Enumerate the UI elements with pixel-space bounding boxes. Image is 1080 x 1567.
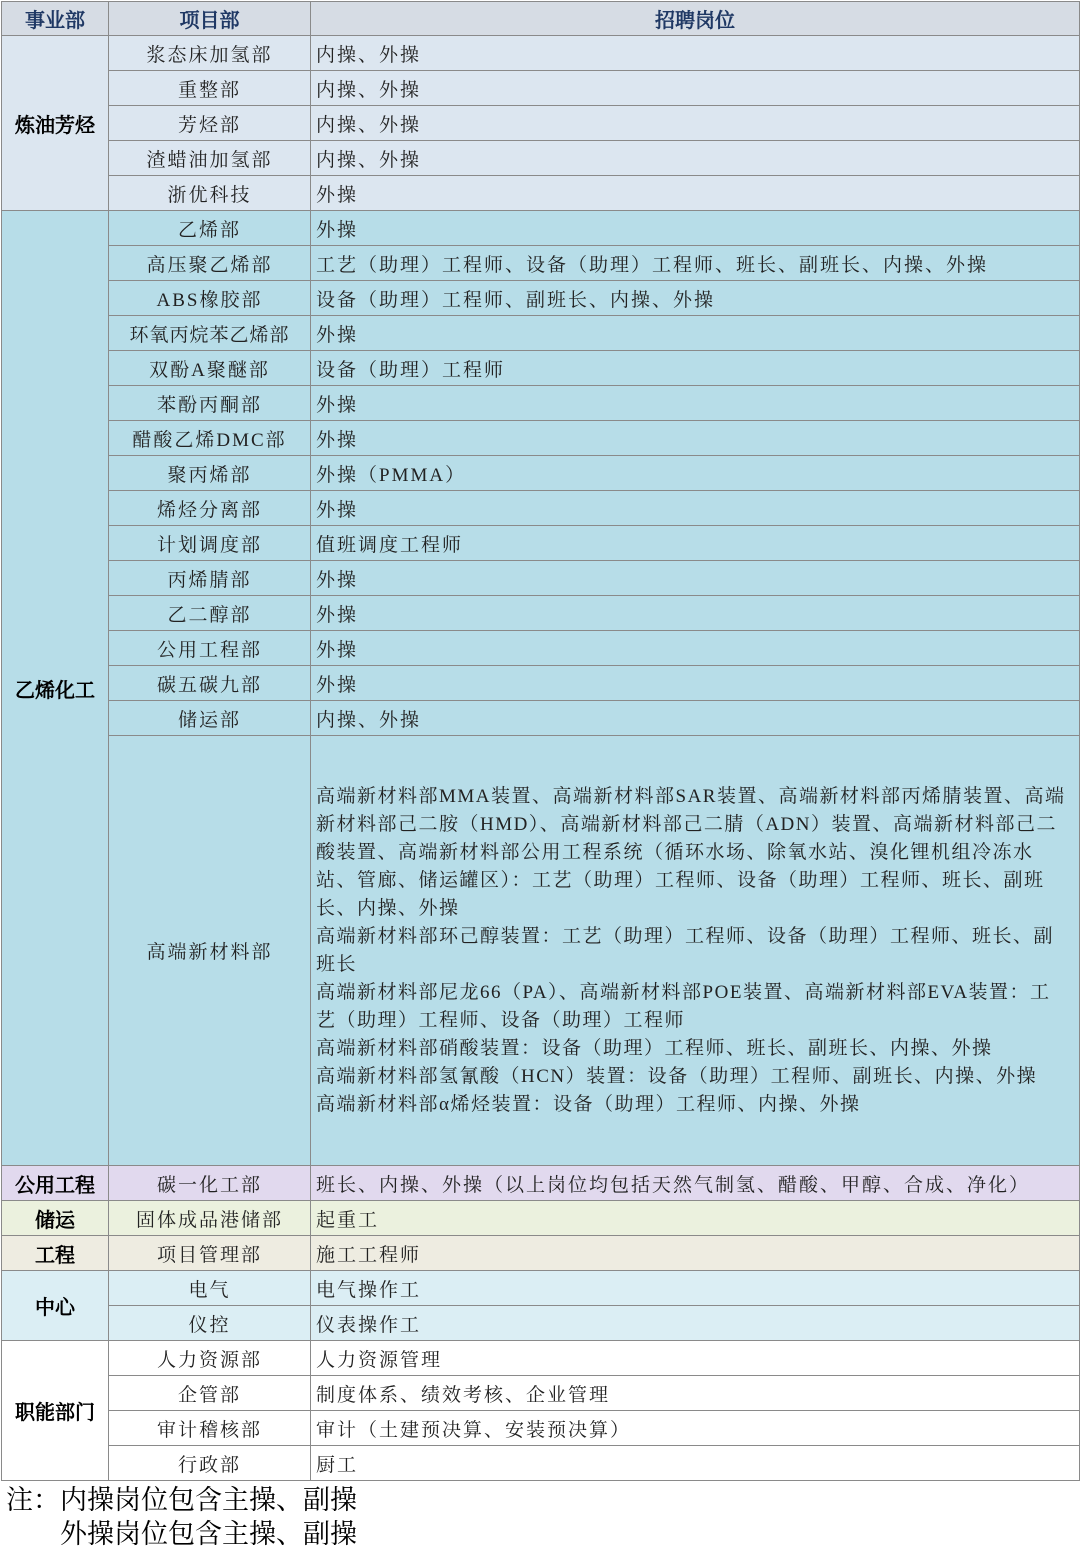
table-row	[2, 421, 1080, 456]
project-cell: 重整部	[109, 71, 311, 106]
business-unit-gongcheng: 工程	[2, 1236, 109, 1271]
positions-line: 高端新材料部氢氰酸（HCN）装置：设备（助理）工程师、副班长、内操、外操	[316, 1065, 1038, 1087]
table-row	[2, 106, 1080, 141]
positions-cell: 制度体系、绩效考核、企业管理	[311, 1376, 1080, 1411]
positions-line: 高端新材料部硝酸装置：设备（助理）工程师、班长、副班长、内操、外操	[316, 1037, 993, 1059]
positions-cell: 外操	[311, 316, 1080, 351]
table-row	[2, 666, 1080, 701]
table-row	[2, 1271, 1080, 1306]
table-row	[2, 1376, 1080, 1411]
positions-cell: 外操（PMMA）	[311, 456, 1080, 491]
project-cell: 储运部	[109, 701, 311, 736]
project-cell: 行政部	[109, 1446, 311, 1481]
project-cell: 烯烃分离部	[109, 491, 311, 526]
project-cell: 碳一化工部	[109, 1166, 311, 1201]
footnote-line-2-wrap	[6, 1517, 1080, 1551]
project-cell: 浙优科技	[109, 176, 311, 211]
positions-cell: 设备（助理）工程师	[311, 351, 1080, 386]
positions-cell: 电气操作工	[311, 1271, 1080, 1306]
business-unit-zhineng: 职能部门	[2, 1341, 109, 1481]
positions-cell: 内操、外操	[311, 106, 1080, 141]
table-row	[2, 1411, 1080, 1446]
project-cell: 企管部	[109, 1376, 311, 1411]
table-row	[2, 1166, 1080, 1201]
project-cell: 高压聚乙烯部	[109, 246, 311, 281]
project-cell: 乙二醇部	[109, 596, 311, 631]
table-row	[2, 281, 1080, 316]
project-cell: ABS橡胶部	[109, 281, 311, 316]
table-row	[2, 386, 1080, 421]
project-cell: 芳烃部	[109, 106, 311, 141]
positions-cell: 外操	[311, 631, 1080, 666]
project-cell: 高端新材料部	[109, 736, 311, 1166]
table-row	[2, 351, 1080, 386]
table-row	[2, 36, 1080, 71]
business-unit-gongyong: 公用工程	[2, 1166, 109, 1201]
positions-cell: 外操	[311, 491, 1080, 526]
footnote-line-2: 外操岗位包含主操、副操	[60, 1519, 357, 1549]
positions-cell: 起重工	[311, 1201, 1080, 1236]
positions-cell: 内操、外操	[311, 71, 1080, 106]
positions-cell: 内操、外操	[311, 701, 1080, 736]
table-row	[2, 1236, 1080, 1271]
project-cell: 电气	[109, 1271, 311, 1306]
positions-cell: 外操	[311, 666, 1080, 701]
table-row	[2, 1446, 1080, 1481]
positions-cell: 值班调度工程师	[311, 526, 1080, 561]
project-cell: 苯酚丙酮部	[109, 386, 311, 421]
positions-cell: 班长、内操、外操（以上岗位均包括天然气制氢、醋酸、甲醇、合成、净化）	[311, 1166, 1080, 1201]
table-row	[2, 211, 1080, 246]
positions-cell-multiline	[311, 736, 1080, 1166]
positions-cell: 设备（助理）工程师、副班长、内操、外操	[311, 281, 1080, 316]
footnote-line-1: 注：内操岗位包含主操、副操	[6, 1485, 357, 1515]
positions-line: 高端新材料部尼龙66（PA）、高端新材料部POE装置、高端新材料部EVA装置：工艺（助理）工程师、设备（助理）工程师	[316, 981, 1051, 1031]
table-row	[2, 561, 1080, 596]
positions-cell: 外操	[311, 561, 1080, 596]
positions-cell: 施工工程师	[311, 1236, 1080, 1271]
positions-cell: 仪表操作工	[311, 1306, 1080, 1341]
footnote	[6, 1483, 1080, 1551]
table-row	[2, 71, 1080, 106]
project-cell: 醋酸乙烯DMC部	[109, 421, 311, 456]
project-cell: 人力资源部	[109, 1341, 311, 1376]
table-row	[2, 456, 1080, 491]
business-unit-zhongxin: 中心	[2, 1271, 109, 1341]
table-row	[2, 526, 1080, 561]
positions-cell: 内操、外操	[311, 36, 1080, 71]
project-cell: 乙烯部	[109, 211, 311, 246]
table-row	[2, 736, 1080, 1166]
table-row	[2, 701, 1080, 736]
table-header-row	[2, 2, 1080, 36]
header-positions: 招聘岗位	[311, 2, 1080, 36]
table-row	[2, 1306, 1080, 1341]
project-cell: 碳五碳九部	[109, 666, 311, 701]
positions-cell: 厨工	[311, 1446, 1080, 1481]
table-row	[2, 246, 1080, 281]
project-cell: 丙烯腈部	[109, 561, 311, 596]
project-cell: 浆态床加氢部	[109, 36, 311, 71]
project-cell: 渣蜡油加氢部	[109, 141, 311, 176]
table-row	[2, 596, 1080, 631]
table-row	[2, 141, 1080, 176]
project-cell: 仪控	[109, 1306, 311, 1341]
positions-cell: 外操	[311, 421, 1080, 456]
table-row	[2, 1201, 1080, 1236]
header-business-unit: 事业部	[2, 2, 109, 36]
project-cell: 聚丙烯部	[109, 456, 311, 491]
business-unit-lian: 炼油芳烃	[2, 36, 109, 211]
table-row	[2, 316, 1080, 351]
project-cell: 公用工程部	[109, 631, 311, 666]
table-row	[2, 631, 1080, 666]
project-cell: 计划调度部	[109, 526, 311, 561]
recruitment-table	[1, 1, 1080, 1481]
positions-cell: 人力资源管理	[311, 1341, 1080, 1376]
business-unit-chuyun: 储运	[2, 1201, 109, 1236]
positions-cell: 外操	[311, 176, 1080, 211]
positions-line: 高端新材料部MMA装置、高端新材料部SAR装置、高端新材料部丙烯腈装置、高端新材料部己二胺（HMD）、高端新材料部己二腈（ADN）装置、高端新材料部己二酸装置、高端新材料部公用工程系统（循环水场、除氧水站、溴化锂机组冷冻水站、管廊、储运罐区）：工艺（助理）工程师、设备（助理）工程师、班长、副班长、内操、外操	[316, 785, 1066, 919]
positions-cell: 外操	[311, 596, 1080, 631]
project-cell: 固体成品港储部	[109, 1201, 311, 1236]
positions-line: 高端新材料部α烯烃装置：设备（助理）工程师、内操、外操	[316, 1093, 861, 1115]
project-cell: 项目管理部	[109, 1236, 311, 1271]
positions-cell: 外操	[311, 211, 1080, 246]
positions-line: 高端新材料部环己醇装置：工艺（助理）工程师、设备（助理）工程师、班长、副班长	[316, 925, 1055, 975]
positions-cell: 审计（土建预决算、安装预决算）	[311, 1411, 1080, 1446]
project-cell: 双酚A聚醚部	[109, 351, 311, 386]
positions-cell: 外操	[311, 386, 1080, 421]
positions-cell: 内操、外操	[311, 141, 1080, 176]
project-cell: 环氧丙烷苯乙烯部	[109, 316, 311, 351]
table-row	[2, 491, 1080, 526]
table-row	[2, 176, 1080, 211]
business-unit-yixi: 乙烯化工	[2, 211, 109, 1166]
table-row	[2, 1341, 1080, 1376]
positions-cell: 工艺（助理）工程师、设备（助理）工程师、班长、副班长、内操、外操	[311, 246, 1080, 281]
project-cell: 审计稽核部	[109, 1411, 311, 1446]
header-project-dept: 项目部	[109, 2, 311, 36]
